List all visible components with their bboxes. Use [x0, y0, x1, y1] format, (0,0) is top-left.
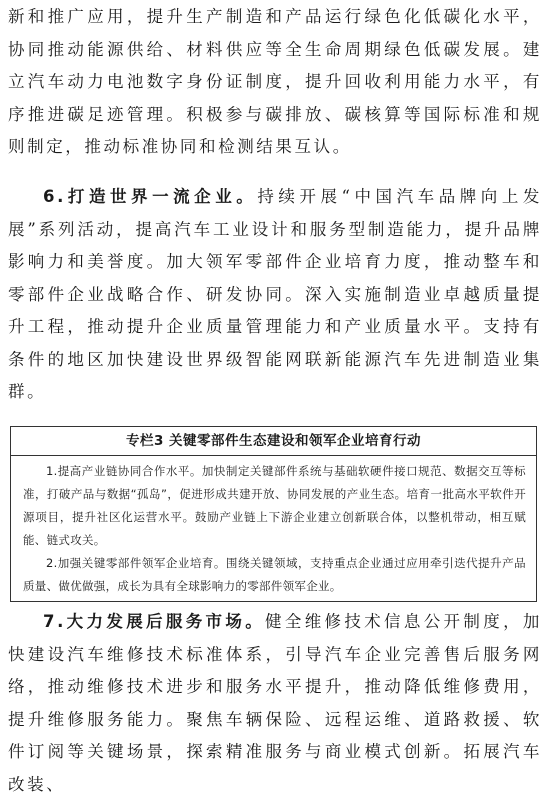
column-box-title: 专栏3 关键零部件生态建设和领军企业培育行动	[11, 427, 536, 456]
paragraph-text: 新和推广应用，提升生产制造和产品运行绿色化低碳化水平，协同推动能源供给、材料供应等全生命周期绿色低碳发展。建立汽车动力电池数字身份证制度，提升回收利用能力水平，有序推进碳足迹管理。积极参与碳排放、碳核算等国际标准和规则制定，推动标准协同和检测结果互认。	[8, 7, 542, 156]
paragraph-world-class-enterprises	[8, 181, 542, 409]
paragraph-after-sales-market	[8, 606, 542, 801]
paragraph-green-lowcarbon	[8, 1, 542, 164]
paragraph-text: 健全维修技术信息公开制度，加快建设汽车维修技术标准体系，引导汽车企业完善售后服务网络，推动维修技术进步和服务水平提升，推动降低维修费用，提升维修服务能力。聚焦车辆保险、远程运维、道路救援、软件订阅等关键场景，探索精准服务与商业模式创新。拓展汽车改装、	[8, 612, 543, 794]
paragraph-heading: 6.打造世界一流企业。	[43, 187, 258, 206]
column-box-item: 1.提高产业链协同合作水平。加快制定关键部件系统与基础软硬件接口规范、数据交互等标准，打破产品与数据“孤岛”，促进形成共建开放、协同发展的产业生态。培育一批高水平软件开源项目，提升社区化运营水平。鼓励产业链上下游企业建立创新联合体，以整机带动，相互赋能、链式攻关。	[23, 464, 526, 547]
paragraph-text: 持续开展“中国汽车品牌向上发展”系列活动，提高汽车工业设计和服务型制造能力，提升品牌影响力和美誉度。加大领军零部件企业培育力度，推动整车和零部件企业战略合作、研发协同。深入实施制造业卓越质量提升工程，推动提升企业质量管理能力和产业质量水平。支持有条件的地区加快建设世界级智能网联新能源汽车先进制造业集群。	[8, 187, 542, 401]
column-box-item: 2.加强关键零部件领军企业培育。围绕关键领域，支持重点企业通过应用牵引迭代提升产品质量、做优做强，成长为具有全球影响力的零部件领军企业。	[23, 556, 526, 593]
paragraph-heading: 7.大力发展后服务市场。	[43, 612, 266, 631]
column-box	[10, 426, 537, 602]
column-box-body	[11, 456, 536, 598]
